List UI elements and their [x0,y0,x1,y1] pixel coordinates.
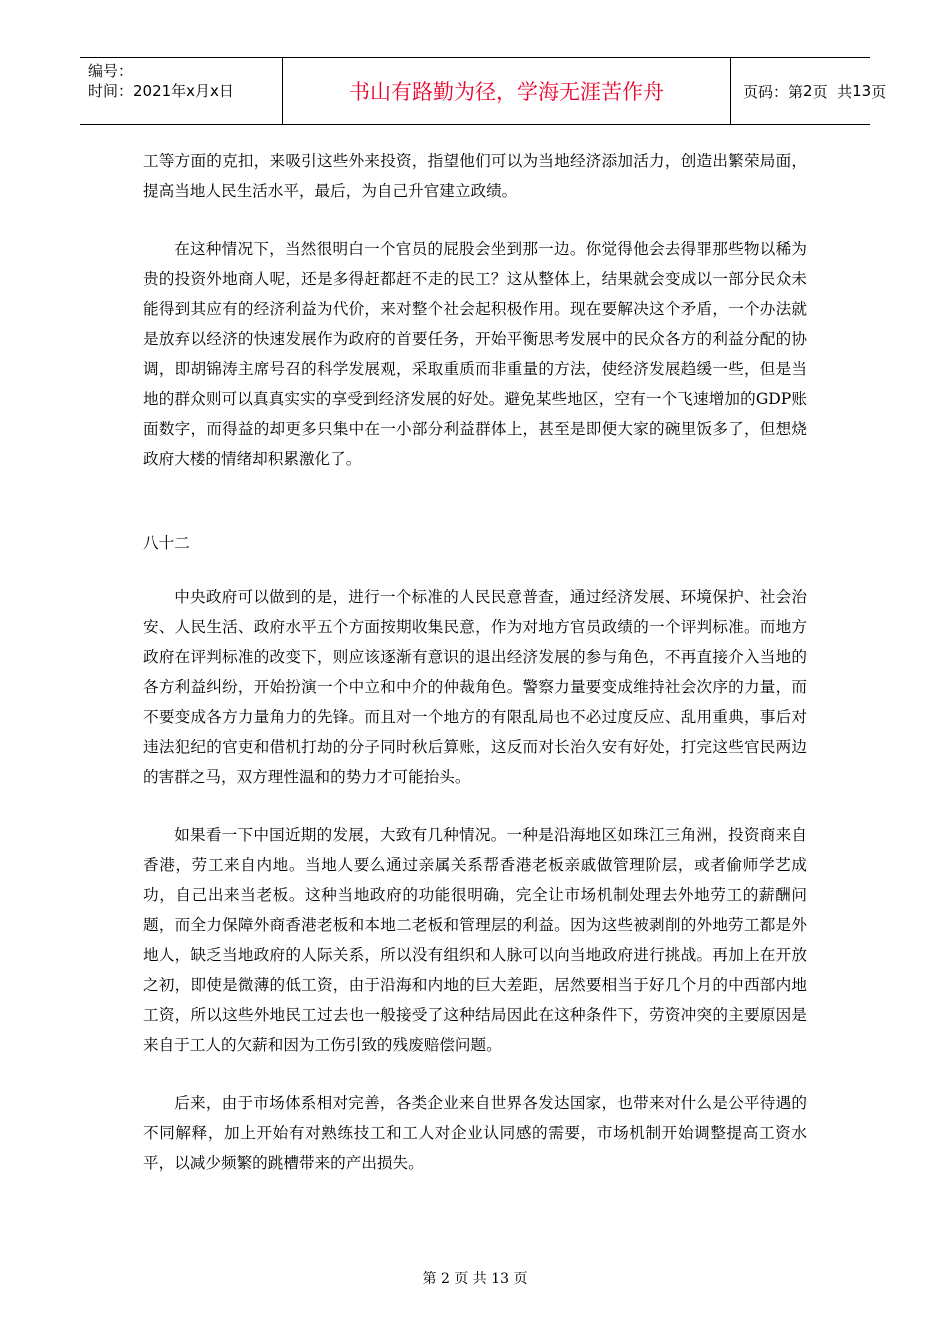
page-mid-label: 页 共 [812,82,853,101]
document-body [143,146,807,1178]
page-current: 2 [803,82,813,100]
footer-mid: 页 共 [449,1271,492,1287]
section-heading: 八十二 [143,534,190,552]
document-header [80,57,887,125]
header-page-info [731,58,887,124]
page-footer [0,1268,950,1288]
footer-prefix: 第 [422,1271,441,1287]
paragraph-4: 如果看一下中国近期的发展，大致有几种情况。一种是沿海地区如珠江三角洲，投资商来自香港，劳工来自内地。当地人要么通过亲属关系帮香港老板亲戚做管理阶层，或者偷师学艺成功，自己出来当老板。这种当地政府的功能很明确，完全让市场机制处理去外地劳工的薪酬问题，而全力保障外商香港老板和本地二老板和管理层的利益。因为这些被剥削的外地劳工都是外地人，缺乏当地政府的人际关系，所以没有组织和人脉可以向当地政府进行挑战。再加上在开放之初，即使是微薄的低工资，由于沿海和内地的巨大差距，居然要相当于好几个月的中西部内地工资，所以这些外地民工过去也一般接受了这种结局因此在这种条件下，劳资冲突的主要原因是来自于工人的欠薪和因为工伤引致的残废赔偿问题。 [143,826,807,1054]
paragraph-3: 中央政府可以做到的是，进行一个标准的人民民意普查，通过经济发展、环境保护、社会治安、人民生活、政府水平五个方面按期收集民意，作为对地方官员政绩的一个评判标准。而地方政府在评判标准的改变下，则应该逐渐有意识的退出经济发展的参与角色，不再直接介入当地的各方利益纠纷，开始扮演一个中立和中介的仲裁角色。警察力量要变成维持社会次序的力量，而不要变成各方力量角力的先锋。而且对一个地方的有限乱局也不必过度反应、乱用重典，事后对违法犯纪的官吏和借机打劫的分子同时秋后算账，这反而对长治久安有好处，打完这些官民两边的害群之马，双方理性温和的势力才可能抬头。 [143,588,807,786]
footer-page-total: 13 [491,1271,510,1287]
page-label: 页码：第 [743,82,804,101]
paragraph-2: 在这种情况下，当然很明白一个官员的屁股会坐到那一边。你觉得他会去得罪那些物以稀为贵的投资外地商人呢，还是多得赶都赶不走的民工？这从整体上，结果就会变成以一部分民众未能得到其应有的经济利益为代价，来对整个社会起积极作用。现在要解决这个矛盾，一个办法就是放弃以经济的快速发展作为政府的首要任务，开始平衡思考发展中的民众各方的利益分配的协调，即胡锦涛主席号召的科学发展观，采取重质而非重量的方法，使经济发展趋缓一些，但是当地的群众则可以真真实实的享受到经济发展的好处。避免某些地区，空有一个飞速增加的GDP账面数字，而得益的却更多只集中在一小部分利益群体上，甚至是即便大家的碗里饭多了，但想烧政府大楼的情绪却积累激化了。 [143,240,807,468]
header-motto: 书山有路勤为径，学海无涯苦作舟 [283,58,731,124]
header-meta [80,58,283,124]
date-label: 时间：2021年x月x日 [88,82,234,100]
paragraph-1: 工等方面的克扣，来吸引这些外来投资，指望他们可以为当地经济添加活力，创造出繁荣局面，提高当地人民生活水平，最后，为自己升官建立政绩。 [143,152,807,200]
serial-number-label: 编号： [88,62,134,80]
footer-suffix: 页 [509,1271,528,1287]
footer-page-current: 2 [440,1271,450,1287]
paragraph-5: 后来，由于市场体系相对完善，各类企业来自世界各发达国家，也带来对什么是公平待遇的不同解释，加上开始有对熟练技工和工人对企业认同感的需要，市场机制开始调整提高工资水平，以减少频繁的跳槽带来的产出损失。 [143,1094,807,1172]
page-total: 13 [852,82,872,100]
page-end-label: 页 [871,82,887,101]
